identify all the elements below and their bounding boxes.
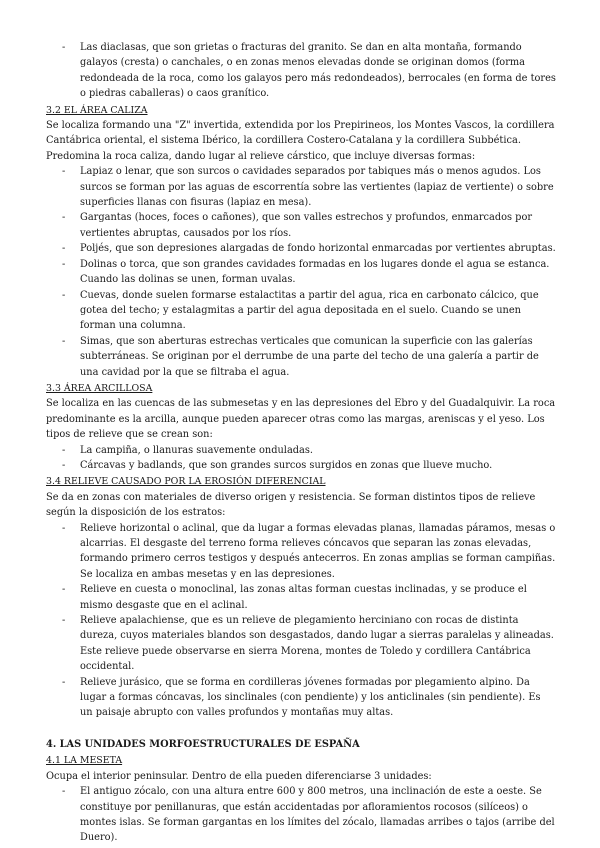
clay-relief-list bbox=[46, 443, 556, 474]
erosion-relief-list bbox=[46, 521, 556, 721]
list-item: - El antiguo zócalo, con una altura entre 600 y 800 metros, una inclinación de este a oeste. Se constituye por penillanuras, que están accidentadas por afloramientos rocosos (silíceos) o montes islas. Se forman gargantas en los límites del zócalo, llamadas arribes o tajos (arribe del Duero). bbox=[46, 784, 556, 846]
list-item: - Simas, que son aberturas estrechas verticales que comunican la superficie con las galerías subterráneas. Se originan por el derrumbe de una parte del techo de una galería a partir de una cavidad por la que se filtraba el agua. bbox=[46, 334, 556, 380]
list-item: - Cuevas, donde suelen formarse estalactitas a partir del agua, rica en carbonato cálcico, que gotea del techo; y estalagmitas a partir del agua depositada en el suelo. Cuando se unen forman una columna. bbox=[46, 288, 556, 334]
paragraph: Se da en zonas con materiales de diverso origen y resistencia. Se forman distintos tipos de relieve según la disposición de los estratos: bbox=[46, 491, 536, 519]
intro-list bbox=[46, 40, 556, 102]
section-heading-3-3: 3.3 ÁREA ARCILLOSA bbox=[46, 382, 153, 394]
paragraph: Predomina la roca caliza, dando lugar al relieve cárstico, que incluye diversas formas: bbox=[46, 150, 476, 162]
list-item: - Poljés, que son depresiones alargadas de fondo horizontal enmarcadas por vertientes abruptas. bbox=[46, 241, 556, 256]
list-item: - La campiña, o llanuras suavemente onduladas. bbox=[46, 443, 556, 458]
list-item: - Relieve horizontal o aclinal, que da lugar a formas elevadas planas, llamadas páramos, mesas o alcarrias. El desgaste del terreno forma relieves cóncavos que separan las zonas elevadas, formando primero cerros testigos y después antecerros. En zonas amplias se forman campiñas. Se localiza en ambas mesetas y en las depresiones. bbox=[46, 521, 556, 583]
paragraph: Se localiza en las cuencas de las submesetas y en las depresiones del Ebro y del Guadalquivir. La roca predominante es la arcilla, aunque pueden aparecer otras como las margas, areniscas y el yeso. Los tipos de relieve que se crean son: bbox=[46, 398, 556, 441]
paragraph: Se localiza formando una "Z" invertida, extendida por los Prepirineos, los Montes Vascos, la cordillera Cantábrica oriental, el sistema Ibérico, la cordillera Costero-Catalana y la cordillera Subbética. bbox=[46, 120, 555, 147]
list-item: - Relieve en cuesta o monoclinal, las zonas altas forman cuestas inclinadas, y se produce el mismo desgaste que en el aclinal. bbox=[46, 582, 556, 613]
list-item: - Cárcavas y badlands, que son grandes surcos surgidos en zonas que llueve mucho. bbox=[46, 458, 556, 473]
section-heading-3-2: 3.2 EL ÁREA CALIZA bbox=[46, 104, 148, 116]
paragraph: Ocupa el interior peninsular. Dentro de ella pueden diferenciarse 3 unidades: bbox=[46, 770, 432, 782]
karst-forms-list bbox=[46, 164, 556, 380]
meseta-units-list bbox=[46, 784, 556, 846]
section-heading-4: 4. LAS UNIDADES MORFOESTRUCTURALES DE ESPAÑA bbox=[46, 738, 360, 750]
document-page bbox=[46, 40, 556, 846]
section-heading-4-1: 4.1 LA MESETA bbox=[46, 755, 123, 767]
list-item: - Las diaclasas, que son grietas o fracturas del granito. Se dan en alta montaña, formando galayos (cresta) o canchales, o en zonas menos elevadas donde se originan domos (forma redondeada de la roca, como los galayos pero más redondeados), berrocales (en forma de tores o piedras caballeras) o caos granítico. bbox=[46, 40, 556, 102]
section-heading-3-4: 3.4 RELIEVE CAUSADO POR LA EROSIÓN DIFERENCIAL bbox=[46, 476, 326, 488]
list-item: - Lapiaz o lenar, que son surcos o cavidades separados por tabiques más o menos agudos. Los surcos se forman por las aguas de escorrentía sobre las vertientes (lapiaz de vertiente) o sobre superficies llanas con fisuras (lapiaz en mesa). bbox=[46, 164, 556, 210]
list-item: - Dolinas o torca, que son grandes cavidades formadas en los lugares donde el agua se estanca. Cuando las dolinas se unen, forman uvalas. bbox=[46, 257, 556, 288]
list-item: - Gargantas (hoces, foces o cañones), que son valles estrechos y profundos, enmarcados por vertientes abruptas, causados por los ríos. bbox=[46, 210, 556, 241]
list-item: - Relieve apalachiense, que es un relieve de plegamiento herciniano con rocas de distinta dureza, cuyos materiales blandos son desgastados, dando lugar a sierras paralelas y alineadas. Este relieve puede observarse en sierra Morena, montes de Toledo y cordillera Cantábrica occidental. bbox=[46, 613, 556, 675]
list-item: - Relieve jurásico, que se forma en cordilleras jóvenes formadas por plegamiento alpino. Da lugar a formas cóncavas, los sinclinales (con pendiente) y los anticlinales (sin pendiente). Es un paisaje abrupto con valles profundos y montañas muy altas. bbox=[46, 675, 556, 721]
